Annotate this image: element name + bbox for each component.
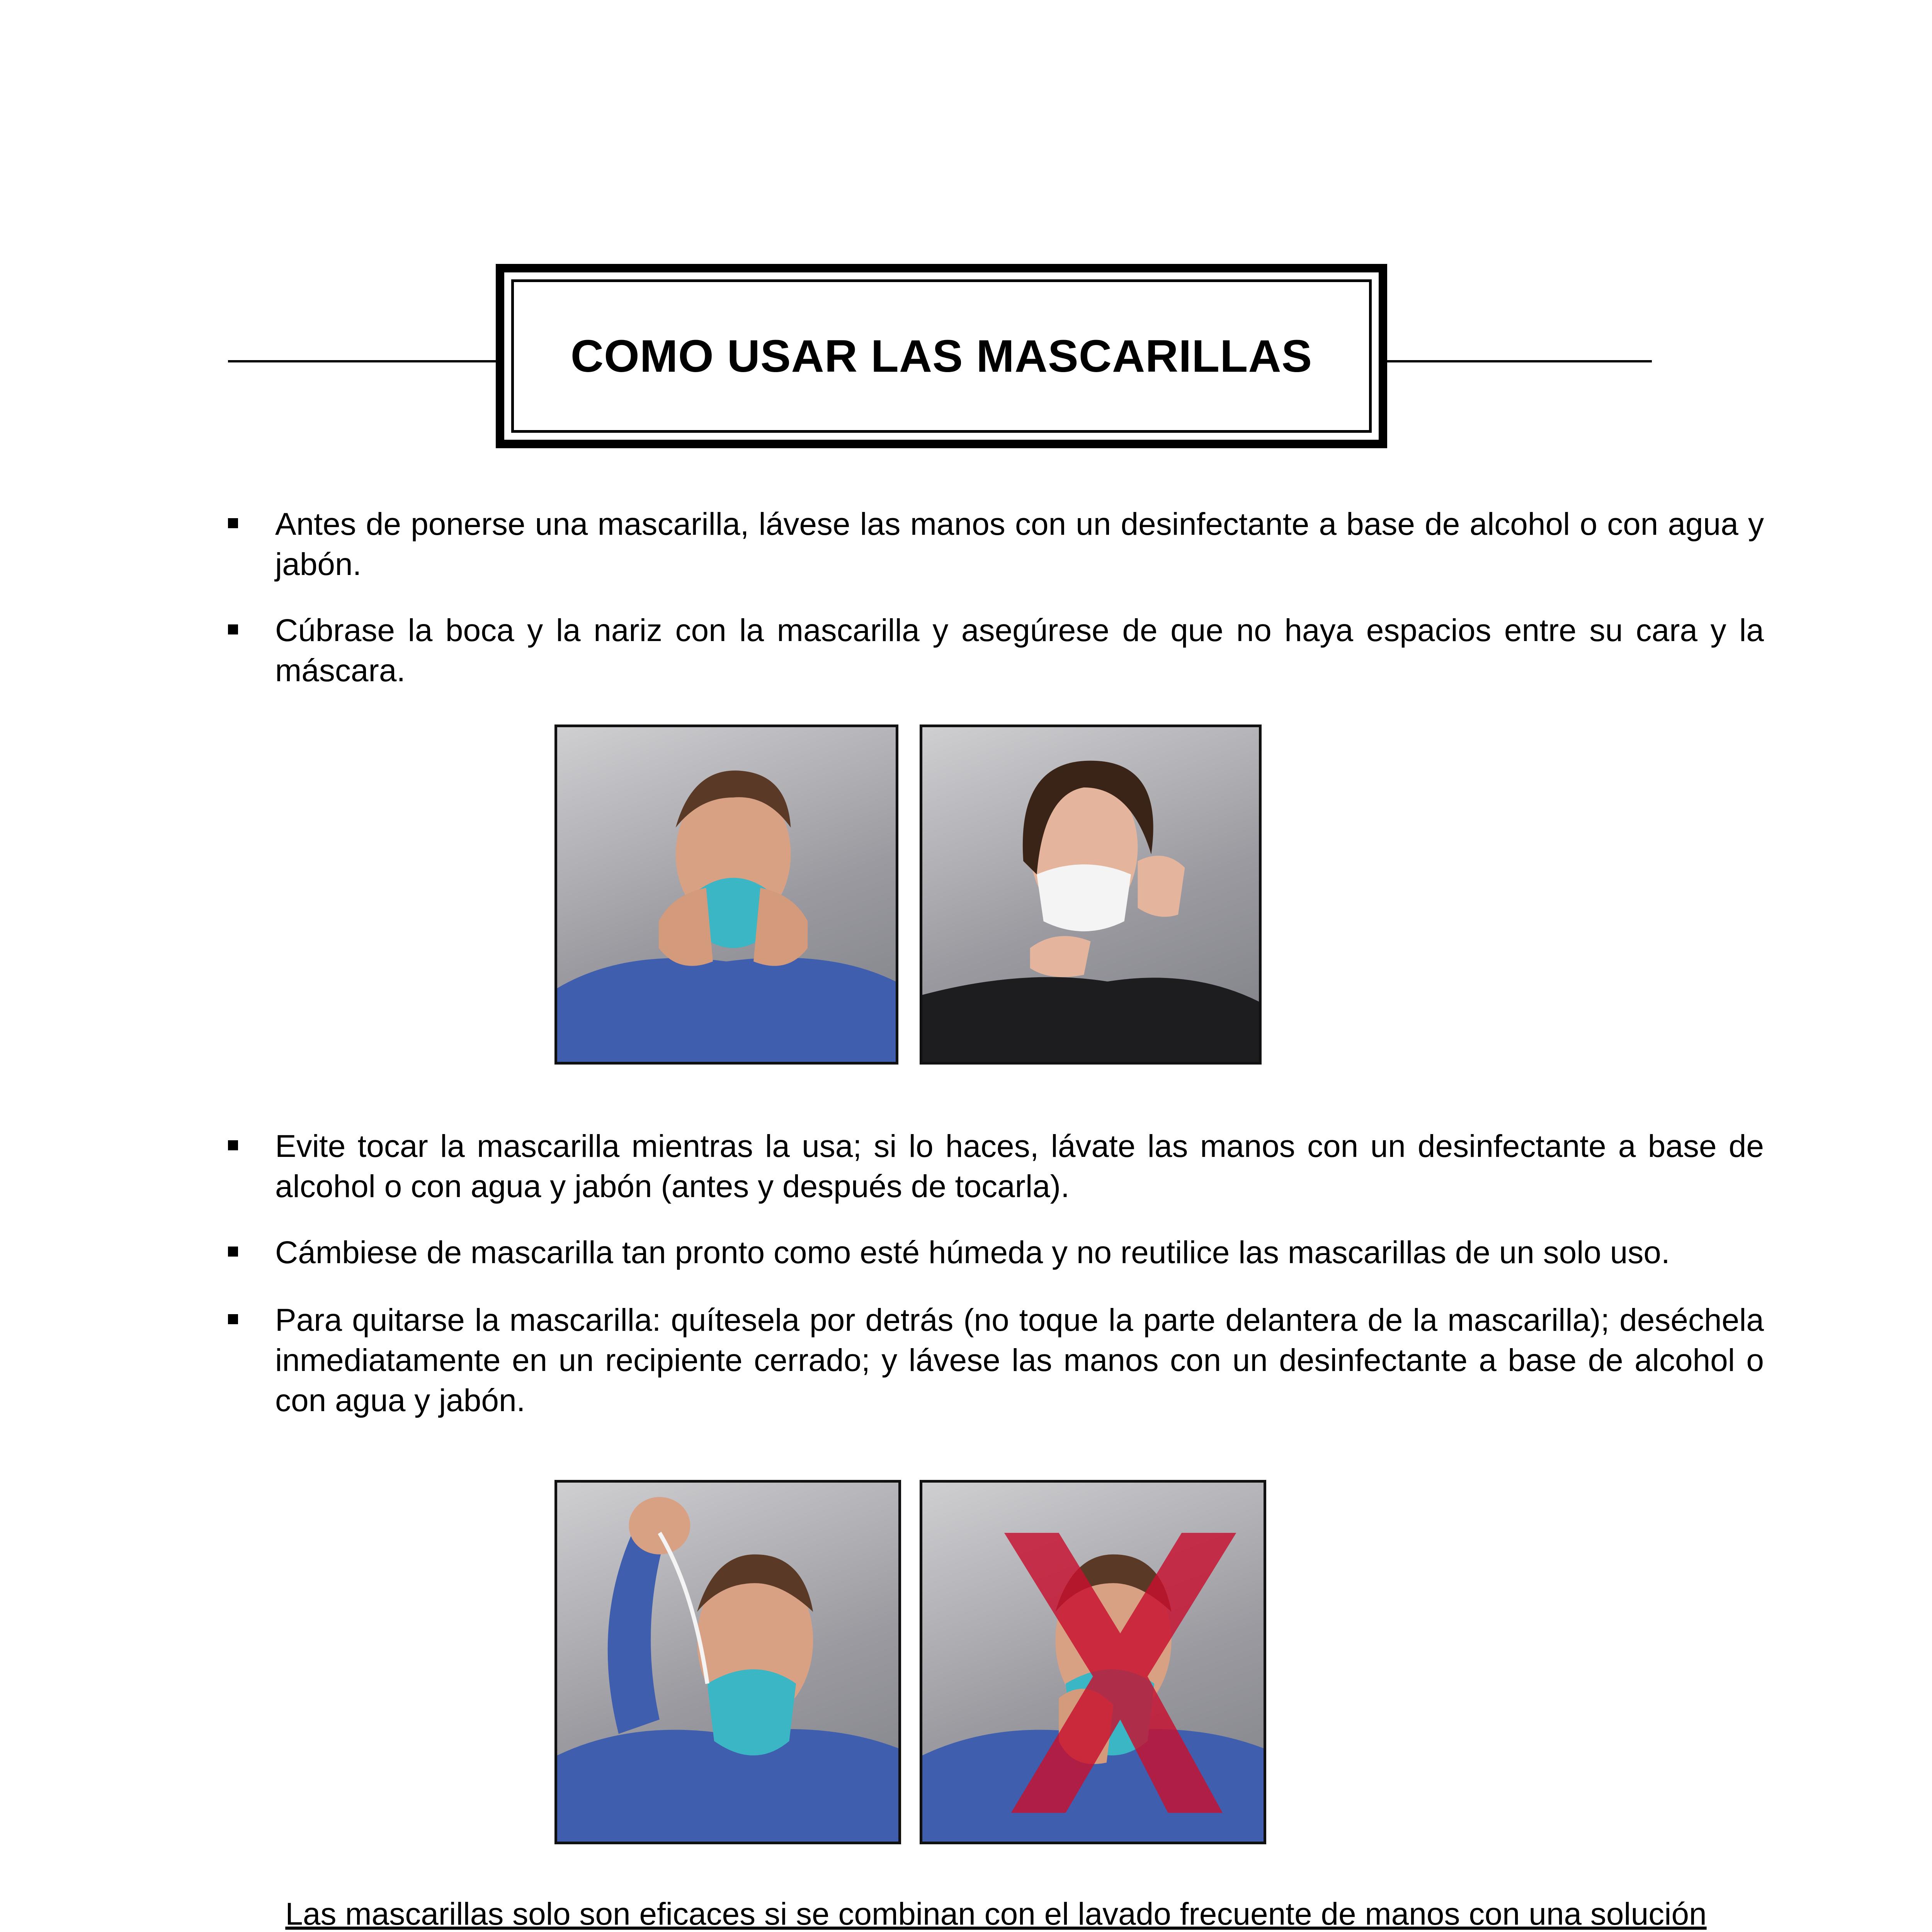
- list-item: Para quitarse la mascarilla: quítesela por detrás (no toque la parte delantera de la mascarilla); deséchela inmediatamente en un recipiente cerrado; y lávese las manos con un desinfectante a base de alcohol o con agua y jabón.: [228, 1300, 1764, 1421]
- bullet-square-icon: [228, 624, 238, 634]
- list-item: Cámbiese de mascarilla tan pronto como esté húmeda y no reutilice las mascarillas de un solo uso.: [228, 1233, 1764, 1273]
- bullet-square-icon: [228, 518, 238, 528]
- title-frame-inner: [511, 279, 1372, 433]
- woman-fitting-white-mask-photo: [920, 724, 1262, 1065]
- title-rule-right: [1385, 360, 1652, 362]
- list-item: Antes de ponerse una mascarilla, lávese las manos con un desinfectante a base de alcohol o con agua y jabón.: [228, 504, 1764, 585]
- bullet-square-icon: [228, 1314, 238, 1324]
- man-fitting-blue-mask-photo: [554, 724, 898, 1065]
- title-rule-left: [228, 360, 498, 362]
- page-title: COMO USAR LAS MASCARILLAS: [570, 330, 1313, 382]
- title-frame: [496, 264, 1387, 448]
- man-removing-mask-from-behind-photo: [554, 1480, 901, 1844]
- bullet-square-icon: [228, 1140, 238, 1150]
- bullet-square-icon: [228, 1247, 238, 1257]
- list-item: Evite tocar la mascarilla mientras la usa; si lo haces, lávate las manos con un desinfectante a base de alcohol o con agua y jabón (antes y después de tocarla).: [228, 1126, 1764, 1207]
- hand-hygiene-note: Las mascarillas solo son eficaces si se combinan con el lavado frecuente de manos con una solución: [285, 1896, 1707, 1932]
- list-item: Cúbrase la boca y la nariz con la mascarilla y asegúrese de que no haya espacios entre su cara y la máscara.: [228, 611, 1764, 691]
- incorrect-removal-crossed-photo: [920, 1480, 1266, 1844]
